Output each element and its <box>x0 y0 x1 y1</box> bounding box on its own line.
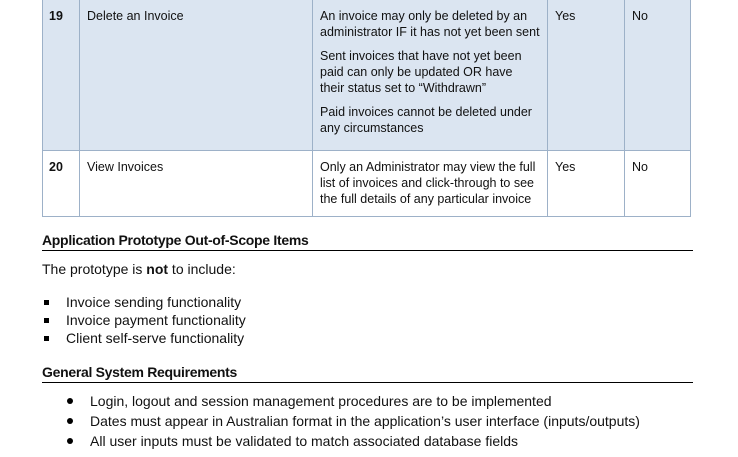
out-of-scope-list <box>42 293 246 347</box>
list-item: Login, logout and session management procedures are to be implemented <box>62 391 640 411</box>
intro-text-end: to include: <box>168 261 236 277</box>
list-item: All user inputs must be validated to match associated database fields <box>62 431 640 451</box>
feature-name: Delete an Invoice <box>80 0 313 150</box>
out-of-scope-heading: Application Prototype Out-of-Scope Items <box>42 232 693 251</box>
intro-emphasis: not <box>146 261 169 277</box>
feature-description <box>313 0 548 150</box>
row-number: 20 <box>43 150 80 216</box>
feature-description <box>313 150 548 216</box>
feature-name: View Invoices <box>80 150 313 216</box>
general-requirements-heading: General System Requirements <box>42 364 693 383</box>
row-number: 19 <box>43 0 80 150</box>
general-requirements-list <box>62 391 640 451</box>
yes-no-cell: Yes <box>548 150 625 216</box>
intro-text: The prototype is <box>42 261 147 277</box>
list-item: Client self-serve functionality <box>42 329 246 347</box>
table-row <box>43 0 691 150</box>
table-row <box>43 150 691 216</box>
list-item: Invoice sending functionality <box>42 293 246 311</box>
yes-no-cell: No <box>625 150 691 216</box>
description-paragraph: Sent invoices that have not yet been paid can only be updated OR have their status set to “Withdrawn” <box>320 49 522 95</box>
description-paragraph: Only an Administrator may view the full list of invoices and click-through to see the full details of any particular invoice <box>320 159 536 206</box>
description-paragraph: Paid invoices cannot be deleted under any circumstances <box>320 105 532 135</box>
out-of-scope-intro <box>42 261 236 277</box>
description-paragraph: An invoice may only be deleted by an administrator IF it has not yet been sent <box>320 9 540 39</box>
list-item: Invoice payment functionality <box>42 311 246 329</box>
yes-no-cell: No <box>625 0 691 150</box>
yes-no-cell: Yes <box>548 0 625 150</box>
requirements-table <box>42 0 691 217</box>
list-item: Dates must appear in Australian format in the application’s user interface (inputs/outputs) <box>62 411 640 431</box>
